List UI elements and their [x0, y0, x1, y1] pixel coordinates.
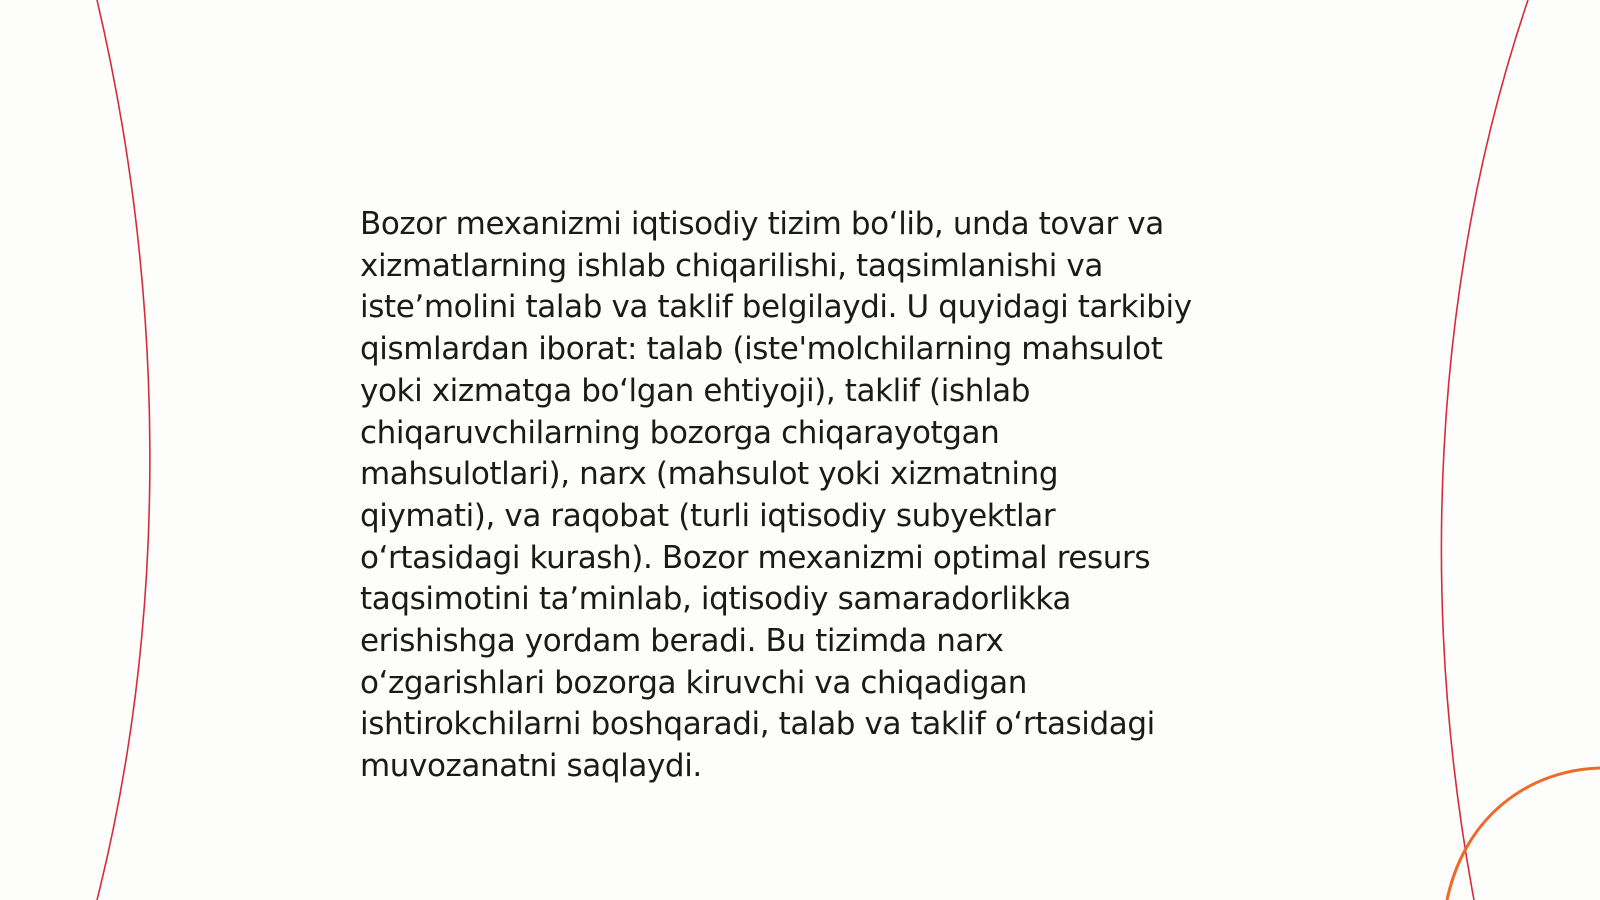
left-curve [97, 0, 150, 900]
body-text: Bozor mexanizmi iqtisodiy tizim bo‘lib, unda tovar va xizmatlarning ishlab chiqarilishi, taqsimlanishi va iste’molini talab va taklif belgilaydi. U quyidagi tarkibiy qismlardan iborat: talab (iste'molchilarning mahsulot yoki xizmatga bo‘lgan ehtiyoji), taklif (ishlab chiqaruvchilarning bozorga chiqarayotgan mahsulotlari), narx (mahsulot yoki xizmatning qiymati), va raqobat (turli iqtisodiy subyektlar o‘rtasidagi kurash). Bozor mexanizmi optimal resurs taqsimotini ta’minlab, iqtisodiy samaradorlikka erishishga yordam beradi. Bu tizimda narx o‘zgarishlari bozorga kiruvchi va chiqadigan ishtirokchilarni boshqaradi, talab va taklif o‘rtasidagi muvozanatni saqlaydi. [360, 206, 1192, 785]
right-curve [1441, 0, 1528, 900]
